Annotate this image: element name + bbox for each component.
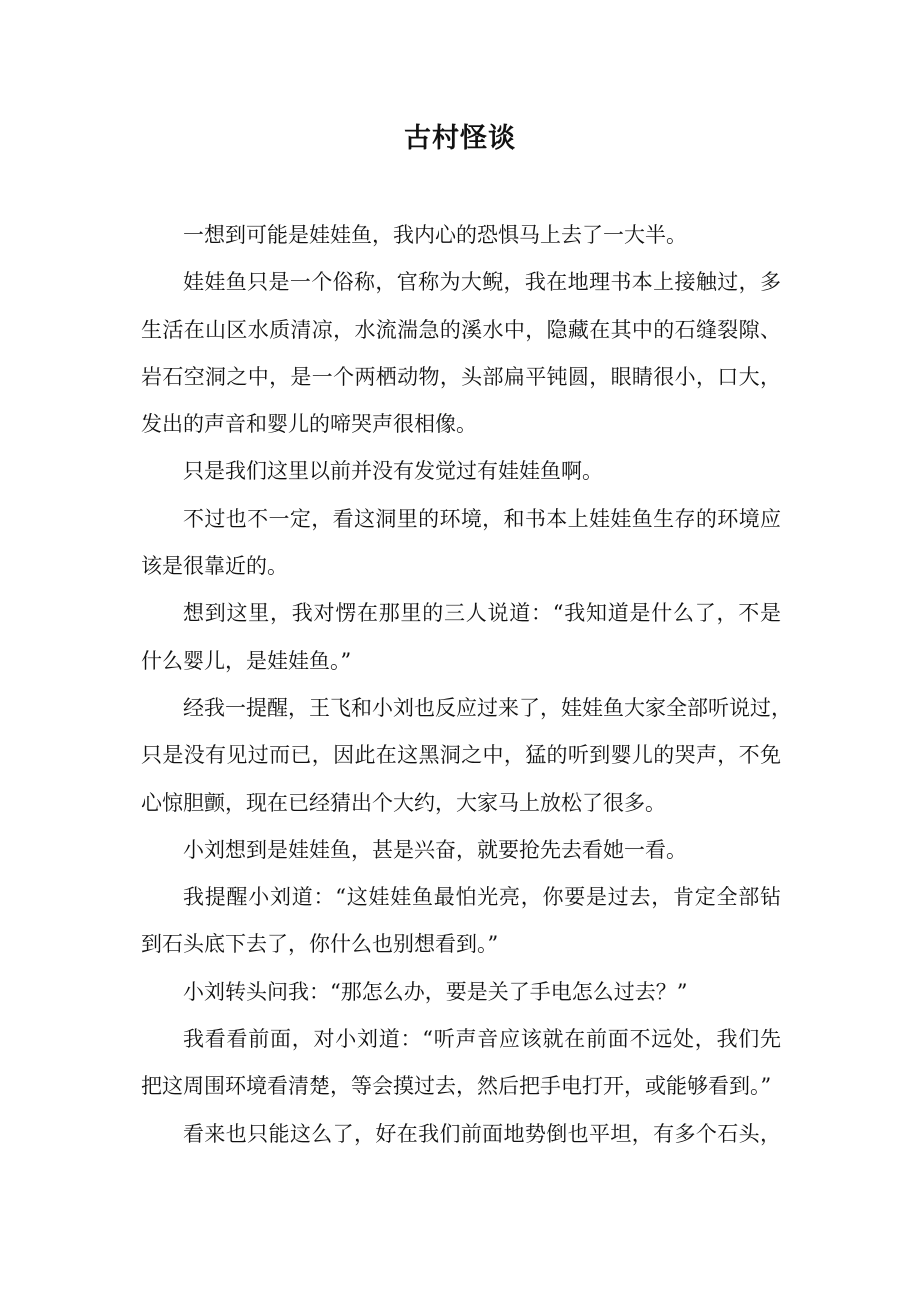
paragraph-line: 什么婴儿，是娃娃鱼。” bbox=[141, 648, 352, 673]
paragraph bbox=[141, 1016, 781, 1111]
paragraph-line: 只是我们这里以前并没有发觉过有娃娃鱼啊。 bbox=[183, 459, 603, 484]
paragraph-line: 发出的声音和婴儿的啼哭声很相像。 bbox=[141, 412, 477, 437]
paragraph bbox=[141, 874, 781, 969]
paragraph bbox=[141, 685, 792, 827]
paragraph-line: 不过也不一定，看这洞里的环境，和书本上娃娃鱼生存的环境应 bbox=[183, 506, 781, 531]
paragraph-line: 岩石空洞之中，是一个两栖动物，头部扁平钝圆，眼睛很小，口大， bbox=[141, 364, 781, 389]
paragraph bbox=[141, 212, 781, 259]
paragraph bbox=[141, 259, 781, 448]
paragraph bbox=[141, 1111, 781, 1158]
paragraph-line: 该是很靠近的。 bbox=[141, 554, 288, 579]
paragraph bbox=[141, 969, 781, 1016]
paragraph-line: 心惊胆颤，现在已经猜出个大约，大家马上放松了很多。 bbox=[141, 790, 666, 815]
document-body bbox=[141, 212, 792, 1158]
paragraph bbox=[141, 827, 781, 874]
paragraph bbox=[141, 448, 781, 495]
paragraph-line: 到石头底下去了，你什么也别想看到。” bbox=[141, 932, 499, 957]
paragraph bbox=[141, 590, 781, 685]
paragraph-line: 我看看前面，对小刘道：“听声音应该就在前面不远处，我们先 bbox=[183, 1027, 781, 1052]
paragraph-line: 娃娃鱼只是一个俗称，官称为大鲵，我在地理书本上接触过，多 bbox=[183, 270, 781, 295]
paragraph-line: 生活在山区水质清凉，水流湍急的溪水中，隐藏在其中的石缝裂隙、 bbox=[141, 317, 781, 342]
paragraph-line: 小刘转头问我：“那怎么办，要是关了手电怎么过去？” bbox=[183, 979, 688, 1004]
paragraph-line: 我提醒小刘道：“这娃娃鱼最怕光亮，你要是过去，肯定全部钻 bbox=[183, 885, 781, 910]
paragraph-line: 想到这里，我对愣在那里的三人说道：“我知道是什么了，不是 bbox=[183, 601, 781, 626]
paragraph bbox=[141, 496, 781, 591]
paragraph-line: 一想到可能是娃娃鱼，我内心的恐惧马上去了一大半。 bbox=[183, 223, 687, 247]
paragraph-line: 只是没有见过而已，因此在这黑洞之中，猛的听到婴儿的哭声，不免 bbox=[141, 743, 781, 768]
document-title: 古村怪谈 bbox=[404, 123, 516, 154]
paragraph-line: 小刘想到是娃娃鱼，甚是兴奋，就要抢先去看她一看。 bbox=[183, 837, 687, 862]
paragraph-line: 经我一提醒，王飞和小刘也反应过来了，娃娃鱼大家全部听说过， bbox=[183, 695, 792, 720]
paragraph-line: 把这周围环境看清楚，等会摸过去，然后把手电打开，或能够看到。” bbox=[141, 1074, 772, 1099]
paragraph-line: 看来也只能这么了，好在我们前面地势倒也平坦，有多个石头， bbox=[183, 1121, 781, 1146]
